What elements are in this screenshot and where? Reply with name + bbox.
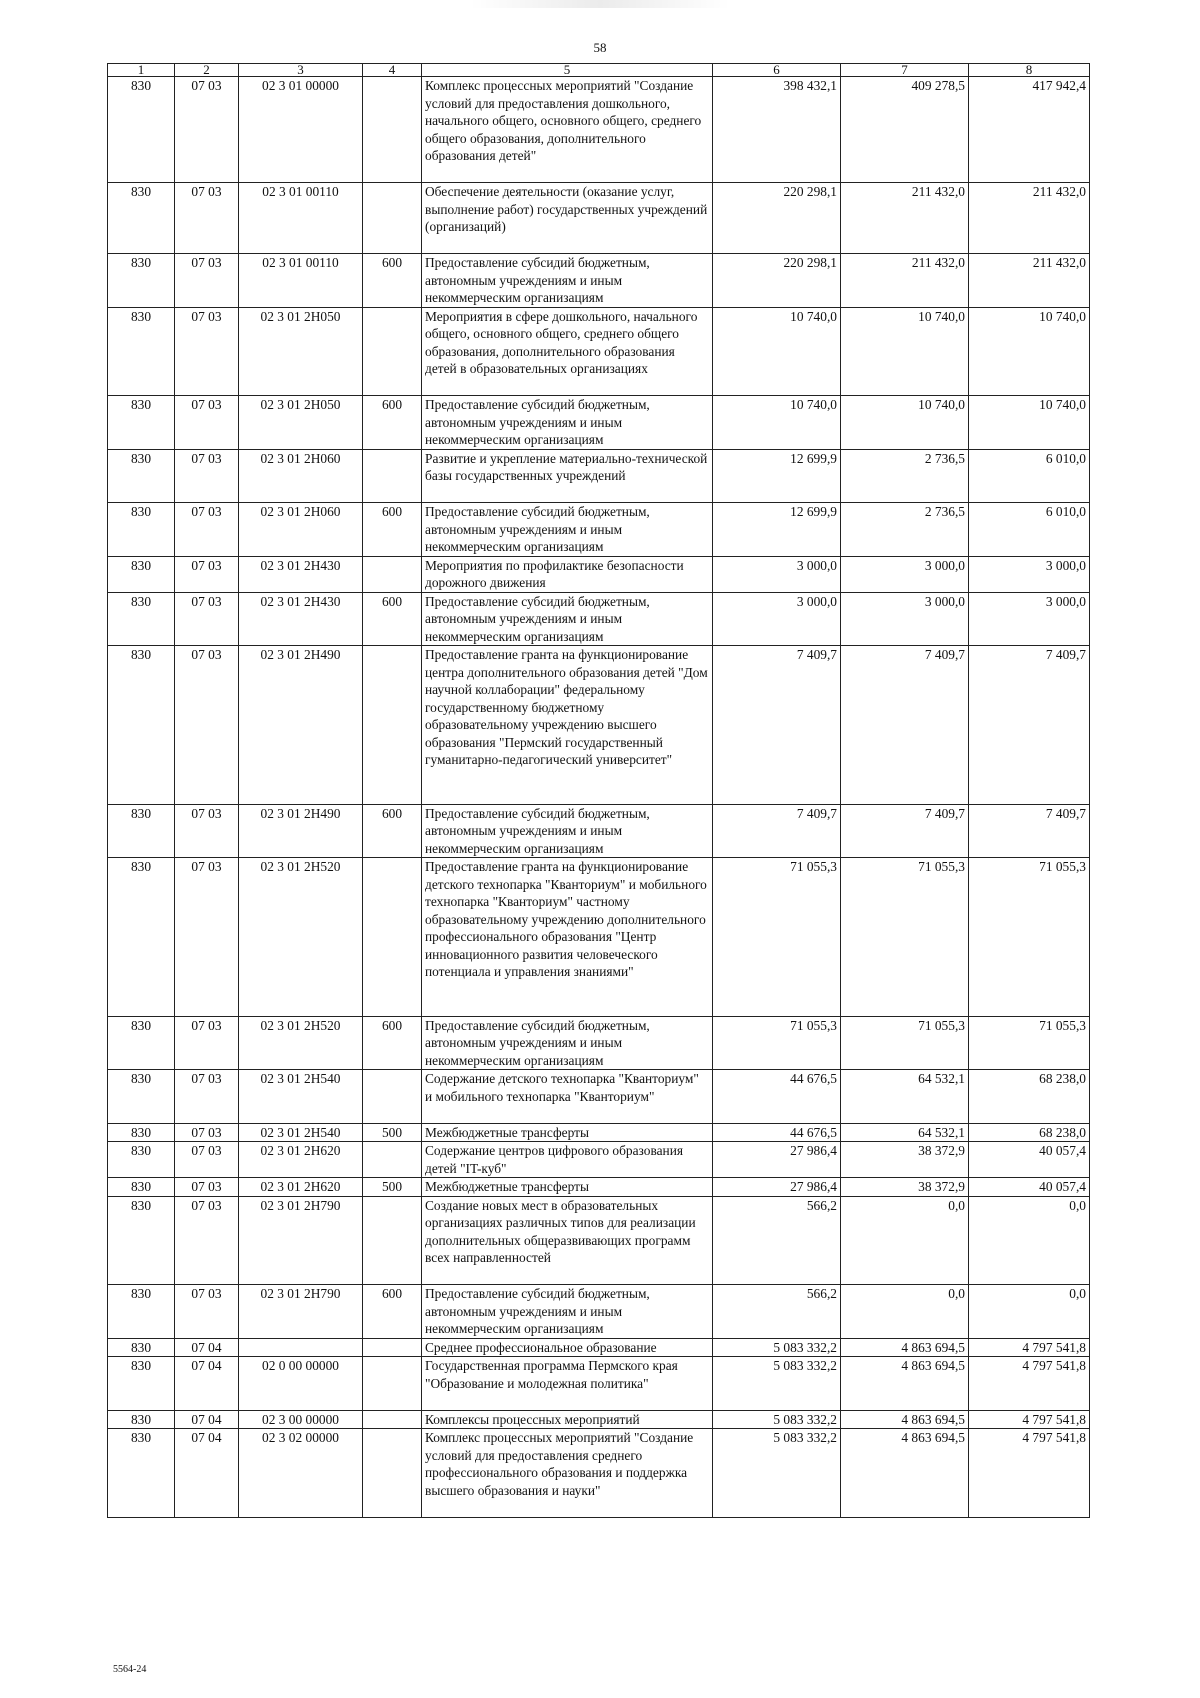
cell-target-article: 02 3 01 00110: [239, 254, 363, 308]
cell-amount-year2: 10 740,0: [841, 396, 969, 450]
column-header: 7: [841, 64, 969, 77]
cell-amount-year2: 38 372,9: [841, 1142, 969, 1178]
cell-amount-year2: 4 863 694,5: [841, 1338, 969, 1357]
cell-expense-type: [363, 646, 422, 805]
cell-ministry-code: 830: [108, 556, 175, 592]
cell-description: Предоставление гранта на функционирование детского технопарка "Кванториум" и мобильного технопарка "Кванториум" частному образовательному учреждению дополнительного профессионального образования "Центр инновационного развития человеческого потенциала и управления знаниями": [422, 858, 713, 1017]
cell-ministry-code: 830: [108, 1123, 175, 1142]
scan-artifact: [470, 0, 730, 8]
cell-target-article: 02 3 02 00000: [239, 1429, 363, 1518]
cell-amount-year2: 4 863 694,5: [841, 1410, 969, 1429]
table-row: [108, 1357, 1090, 1411]
cell-description: Комплекс процессных мероприятий "Создание условий для предоставления дошкольного, начального общего, основного общего, среднего общего образования, дополнительного образования детей": [422, 77, 713, 183]
table-row: [108, 1196, 1090, 1285]
cell-expense-type: 500: [363, 1123, 422, 1142]
cell-ministry-code: 830: [108, 804, 175, 858]
cell-amount-year1: 220 298,1: [713, 254, 841, 308]
cell-expense-type: [363, 858, 422, 1017]
cell-expense-type: [363, 183, 422, 254]
table-row: [108, 858, 1090, 1017]
cell-amount-year2: 71 055,3: [841, 1016, 969, 1070]
table-body: [108, 77, 1090, 1518]
cell-ministry-code: 830: [108, 858, 175, 1017]
table-row: [108, 646, 1090, 805]
cell-amount-year2: 409 278,5: [841, 77, 969, 183]
cell-expense-type: [363, 1338, 422, 1357]
column-header: 8: [969, 64, 1090, 77]
cell-target-article: 02 3 01 00110: [239, 183, 363, 254]
cell-amount-year2: 4 863 694,5: [841, 1429, 969, 1518]
cell-section-code: 07 03: [175, 183, 239, 254]
cell-amount-year3: 4 797 541,8: [969, 1429, 1090, 1518]
cell-expense-type: 600: [363, 1285, 422, 1339]
cell-amount-year1: 10 740,0: [713, 307, 841, 396]
cell-expense-type: 600: [363, 503, 422, 557]
cell-target-article: 02 3 01 2Н540: [239, 1123, 363, 1142]
cell-description: Предоставление субсидий бюджетным, автономным учреждениям и иным некоммерческим организациям: [422, 804, 713, 858]
cell-amount-year3: 71 055,3: [969, 1016, 1090, 1070]
cell-expense-type: [363, 1142, 422, 1178]
cell-description: Предоставление гранта на функционирование центра дополнительного образования детей "Дом научной коллаборации" федеральному государственному бюджетному образовательному учреждению высшего образования "Пермский государственный гуманитарно-педагогический университет": [422, 646, 713, 805]
cell-amount-year1: 5 083 332,2: [713, 1338, 841, 1357]
cell-amount-year1: 7 409,7: [713, 646, 841, 805]
table-row: [108, 1178, 1090, 1197]
cell-amount-year1: 3 000,0: [713, 556, 841, 592]
cell-expense-type: 600: [363, 396, 422, 450]
cell-target-article: 02 3 01 2Н490: [239, 804, 363, 858]
cell-expense-type: 500: [363, 1178, 422, 1197]
cell-section-code: 07 03: [175, 396, 239, 450]
table-row: [108, 1123, 1090, 1142]
cell-amount-year3: 40 057,4: [969, 1142, 1090, 1178]
document-code: 5564-24: [113, 1664, 147, 1675]
cell-amount-year2: 211 432,0: [841, 254, 969, 308]
cell-amount-year2: 211 432,0: [841, 183, 969, 254]
cell-section-code: 07 03: [175, 77, 239, 183]
table-row: [108, 1429, 1090, 1518]
cell-description: Развитие и укрепление материально-технической базы государственных учреждений: [422, 449, 713, 503]
cell-ministry-code: 830: [108, 503, 175, 557]
cell-section-code: 07 03: [175, 1196, 239, 1285]
cell-section-code: 07 03: [175, 1123, 239, 1142]
cell-expense-type: 600: [363, 592, 422, 646]
cell-ministry-code: 830: [108, 183, 175, 254]
cell-target-article: 02 3 00 00000: [239, 1410, 363, 1429]
cell-amount-year2: 64 532,1: [841, 1123, 969, 1142]
cell-section-code: 07 04: [175, 1410, 239, 1429]
cell-description: Предоставление субсидий бюджетным, автономным учреждениям и иным некоммерческим организациям: [422, 254, 713, 308]
cell-ministry-code: 830: [108, 1070, 175, 1124]
cell-amount-year3: 0,0: [969, 1196, 1090, 1285]
cell-ministry-code: 830: [108, 1178, 175, 1197]
cell-description: Создание новых мест в образовательных организациях различных типов для реализации дополнительных общеразвивающих программ всех направленностей: [422, 1196, 713, 1285]
table-row: [108, 503, 1090, 557]
cell-expense-type: [363, 1410, 422, 1429]
cell-amount-year3: 6 010,0: [969, 449, 1090, 503]
cell-amount-year1: 44 676,5: [713, 1070, 841, 1124]
cell-amount-year2: 0,0: [841, 1285, 969, 1339]
cell-expense-type: [363, 1357, 422, 1411]
cell-amount-year2: 71 055,3: [841, 858, 969, 1017]
cell-amount-year1: 5 083 332,2: [713, 1410, 841, 1429]
cell-target-article: 02 3 01 2Н060: [239, 503, 363, 557]
cell-description: Мероприятия по профилактике безопасности дорожного движения: [422, 556, 713, 592]
cell-amount-year3: 68 238,0: [969, 1123, 1090, 1142]
cell-amount-year1: 220 298,1: [713, 183, 841, 254]
cell-section-code: 07 03: [175, 1285, 239, 1339]
cell-amount-year2: 64 532,1: [841, 1070, 969, 1124]
cell-target-article: 02 3 01 00000: [239, 77, 363, 183]
cell-amount-year2: 10 740,0: [841, 307, 969, 396]
column-header: 2: [175, 64, 239, 77]
cell-expense-type: [363, 449, 422, 503]
cell-amount-year1: 12 699,9: [713, 503, 841, 557]
cell-expense-type: 600: [363, 1016, 422, 1070]
cell-section-code: 07 03: [175, 449, 239, 503]
cell-ministry-code: 830: [108, 1142, 175, 1178]
cell-target-article: 02 3 01 2Н620: [239, 1142, 363, 1178]
cell-section-code: 07 03: [175, 307, 239, 396]
table-row: [108, 396, 1090, 450]
cell-description: Межбюджетные трансферты: [422, 1123, 713, 1142]
cell-target-article: 02 0 00 00000: [239, 1357, 363, 1411]
cell-ministry-code: 830: [108, 1016, 175, 1070]
cell-description: Межбюджетные трансферты: [422, 1178, 713, 1197]
table-row: [108, 592, 1090, 646]
table-row: [108, 1410, 1090, 1429]
cell-ministry-code: 830: [108, 1285, 175, 1339]
cell-target-article: 02 3 01 2Н520: [239, 1016, 363, 1070]
cell-amount-year2: 2 736,5: [841, 449, 969, 503]
cell-amount-year2: 7 409,7: [841, 804, 969, 858]
cell-section-code: 07 03: [175, 254, 239, 308]
cell-description: Предоставление субсидий бюджетным, автономным учреждениям и иным некоммерческим организациям: [422, 1016, 713, 1070]
cell-description: Содержание центров цифрового образования детей "IT-куб": [422, 1142, 713, 1178]
cell-amount-year2: 2 736,5: [841, 503, 969, 557]
table-row: [108, 1070, 1090, 1124]
cell-ministry-code: 830: [108, 77, 175, 183]
cell-section-code: 07 04: [175, 1338, 239, 1357]
cell-amount-year3: 10 740,0: [969, 396, 1090, 450]
cell-amount-year3: 4 797 541,8: [969, 1410, 1090, 1429]
column-header: 3: [239, 64, 363, 77]
table-row: [108, 449, 1090, 503]
cell-description: Государственная программа Пермского края "Образование и молодежная политика": [422, 1357, 713, 1411]
cell-target-article: 02 3 01 2Н430: [239, 556, 363, 592]
cell-expense-type: [363, 77, 422, 183]
cell-amount-year2: 4 863 694,5: [841, 1357, 969, 1411]
cell-amount-year3: 417 942,4: [969, 77, 1090, 183]
cell-ministry-code: 830: [108, 307, 175, 396]
budget-table: [107, 63, 1090, 1518]
cell-amount-year1: 71 055,3: [713, 1016, 841, 1070]
cell-description: Мероприятия в сфере дошкольного, начального общего, основного общего, среднего общего образования, дополнительного образования детей в образовательных организациях: [422, 307, 713, 396]
cell-amount-year3: 71 055,3: [969, 858, 1090, 1017]
cell-section-code: 07 03: [175, 1178, 239, 1197]
cell-amount-year1: 10 740,0: [713, 396, 841, 450]
cell-expense-type: 600: [363, 804, 422, 858]
cell-amount-year3: 211 432,0: [969, 183, 1090, 254]
cell-amount-year3: 0,0: [969, 1285, 1090, 1339]
table-row: [108, 1142, 1090, 1178]
cell-amount-year1: 566,2: [713, 1285, 841, 1339]
cell-ministry-code: 830: [108, 1410, 175, 1429]
table-header-row: [108, 64, 1090, 77]
cell-amount-year3: 7 409,7: [969, 646, 1090, 805]
column-header: 4: [363, 64, 422, 77]
cell-description: Комплекс процессных мероприятий "Создание условий для предоставления среднего профессионального образования и поддержка высшего образования и науки": [422, 1429, 713, 1518]
cell-amount-year3: 3 000,0: [969, 556, 1090, 592]
table-row: [108, 254, 1090, 308]
cell-target-article: 02 3 01 2Н430: [239, 592, 363, 646]
cell-section-code: 07 03: [175, 1142, 239, 1178]
table-row: [108, 307, 1090, 396]
cell-description: Предоставление субсидий бюджетным, автономным учреждениям и иным некоммерческим организациям: [422, 592, 713, 646]
cell-amount-year1: 71 055,3: [713, 858, 841, 1017]
cell-amount-year3: 7 409,7: [969, 804, 1090, 858]
cell-ministry-code: 830: [108, 396, 175, 450]
cell-description: Предоставление субсидий бюджетным, автономным учреждениям и иным некоммерческим организациям: [422, 396, 713, 450]
cell-ministry-code: 830: [108, 254, 175, 308]
cell-description: Предоставление субсидий бюджетным, автономным учреждениям и иным некоммерческим организациям: [422, 1285, 713, 1339]
cell-ministry-code: 830: [108, 1357, 175, 1411]
cell-section-code: 07 04: [175, 1357, 239, 1411]
cell-section-code: 07 03: [175, 858, 239, 1017]
cell-target-article: 02 3 01 2Н490: [239, 646, 363, 805]
cell-amount-year1: 3 000,0: [713, 592, 841, 646]
table-row: [108, 556, 1090, 592]
cell-amount-year1: 44 676,5: [713, 1123, 841, 1142]
cell-section-code: 07 03: [175, 592, 239, 646]
cell-amount-year2: 3 000,0: [841, 592, 969, 646]
cell-amount-year3: 3 000,0: [969, 592, 1090, 646]
cell-ministry-code: 830: [108, 449, 175, 503]
table-row: [108, 77, 1090, 183]
cell-amount-year2: 3 000,0: [841, 556, 969, 592]
cell-description: Предоставление субсидий бюджетным, автономным учреждениям и иным некоммерческим организациям: [422, 503, 713, 557]
cell-amount-year2: 38 372,9: [841, 1178, 969, 1197]
cell-amount-year1: 7 409,7: [713, 804, 841, 858]
page-number: 58: [593, 40, 607, 55]
cell-amount-year1: 5 083 332,2: [713, 1357, 841, 1411]
cell-target-article: 02 3 01 2Н540: [239, 1070, 363, 1124]
table-row: [108, 1338, 1090, 1357]
cell-amount-year3: 6 010,0: [969, 503, 1090, 557]
cell-ministry-code: 830: [108, 646, 175, 805]
cell-amount-year1: 27 986,4: [713, 1142, 841, 1178]
cell-amount-year3: 40 057,4: [969, 1178, 1090, 1197]
cell-target-article: 02 3 01 2Н790: [239, 1196, 363, 1285]
cell-section-code: 07 03: [175, 1070, 239, 1124]
cell-section-code: 07 03: [175, 646, 239, 805]
cell-target-article: 02 3 01 2Н620: [239, 1178, 363, 1197]
cell-amount-year1: 27 986,4: [713, 1178, 841, 1197]
column-header: 6: [713, 64, 841, 77]
cell-ministry-code: 830: [108, 592, 175, 646]
cell-description: Обеспечение деятельности (оказание услуг, выполнение работ) государственных учреждений (организаций): [422, 183, 713, 254]
cell-expense-type: [363, 1429, 422, 1518]
cell-description: Содержание детского технопарка "Кванториум" и мобильного технопарка "Кванториум": [422, 1070, 713, 1124]
cell-target-article: 02 3 01 2Н050: [239, 396, 363, 450]
cell-amount-year2: 0,0: [841, 1196, 969, 1285]
cell-ministry-code: 830: [108, 1196, 175, 1285]
cell-amount-year1: 566,2: [713, 1196, 841, 1285]
cell-expense-type: [363, 1196, 422, 1285]
cell-expense-type: [363, 1070, 422, 1124]
cell-amount-year3: 4 797 541,8: [969, 1338, 1090, 1357]
table-row: [108, 1016, 1090, 1070]
column-header: 1: [108, 64, 175, 77]
cell-amount-year3: 211 432,0: [969, 254, 1090, 308]
cell-target-article: 02 3 01 2Н520: [239, 858, 363, 1017]
cell-description: Комплексы процессных мероприятий: [422, 1410, 713, 1429]
cell-amount-year3: 10 740,0: [969, 307, 1090, 396]
table-row: [108, 1285, 1090, 1339]
cell-target-article: 02 3 01 2Н050: [239, 307, 363, 396]
cell-amount-year3: 68 238,0: [969, 1070, 1090, 1124]
cell-amount-year2: 7 409,7: [841, 646, 969, 805]
cell-amount-year1: 5 083 332,2: [713, 1429, 841, 1518]
cell-section-code: 07 03: [175, 503, 239, 557]
table-row: [108, 804, 1090, 858]
cell-amount-year1: 12 699,9: [713, 449, 841, 503]
cell-ministry-code: 830: [108, 1429, 175, 1518]
cell-amount-year3: 4 797 541,8: [969, 1357, 1090, 1411]
cell-target-article: [239, 1338, 363, 1357]
cell-description: Среднее профессиональное образование: [422, 1338, 713, 1357]
cell-amount-year1: 398 432,1: [713, 77, 841, 183]
cell-ministry-code: 830: [108, 1338, 175, 1357]
cell-target-article: 02 3 01 2Н060: [239, 449, 363, 503]
cell-expense-type: [363, 556, 422, 592]
cell-target-article: 02 3 01 2Н790: [239, 1285, 363, 1339]
cell-section-code: 07 03: [175, 804, 239, 858]
cell-expense-type: [363, 307, 422, 396]
cell-section-code: 07 03: [175, 556, 239, 592]
table-row: [108, 183, 1090, 254]
cell-section-code: 07 03: [175, 1016, 239, 1070]
column-header: 5: [422, 64, 713, 77]
cell-section-code: 07 04: [175, 1429, 239, 1518]
cell-expense-type: 600: [363, 254, 422, 308]
